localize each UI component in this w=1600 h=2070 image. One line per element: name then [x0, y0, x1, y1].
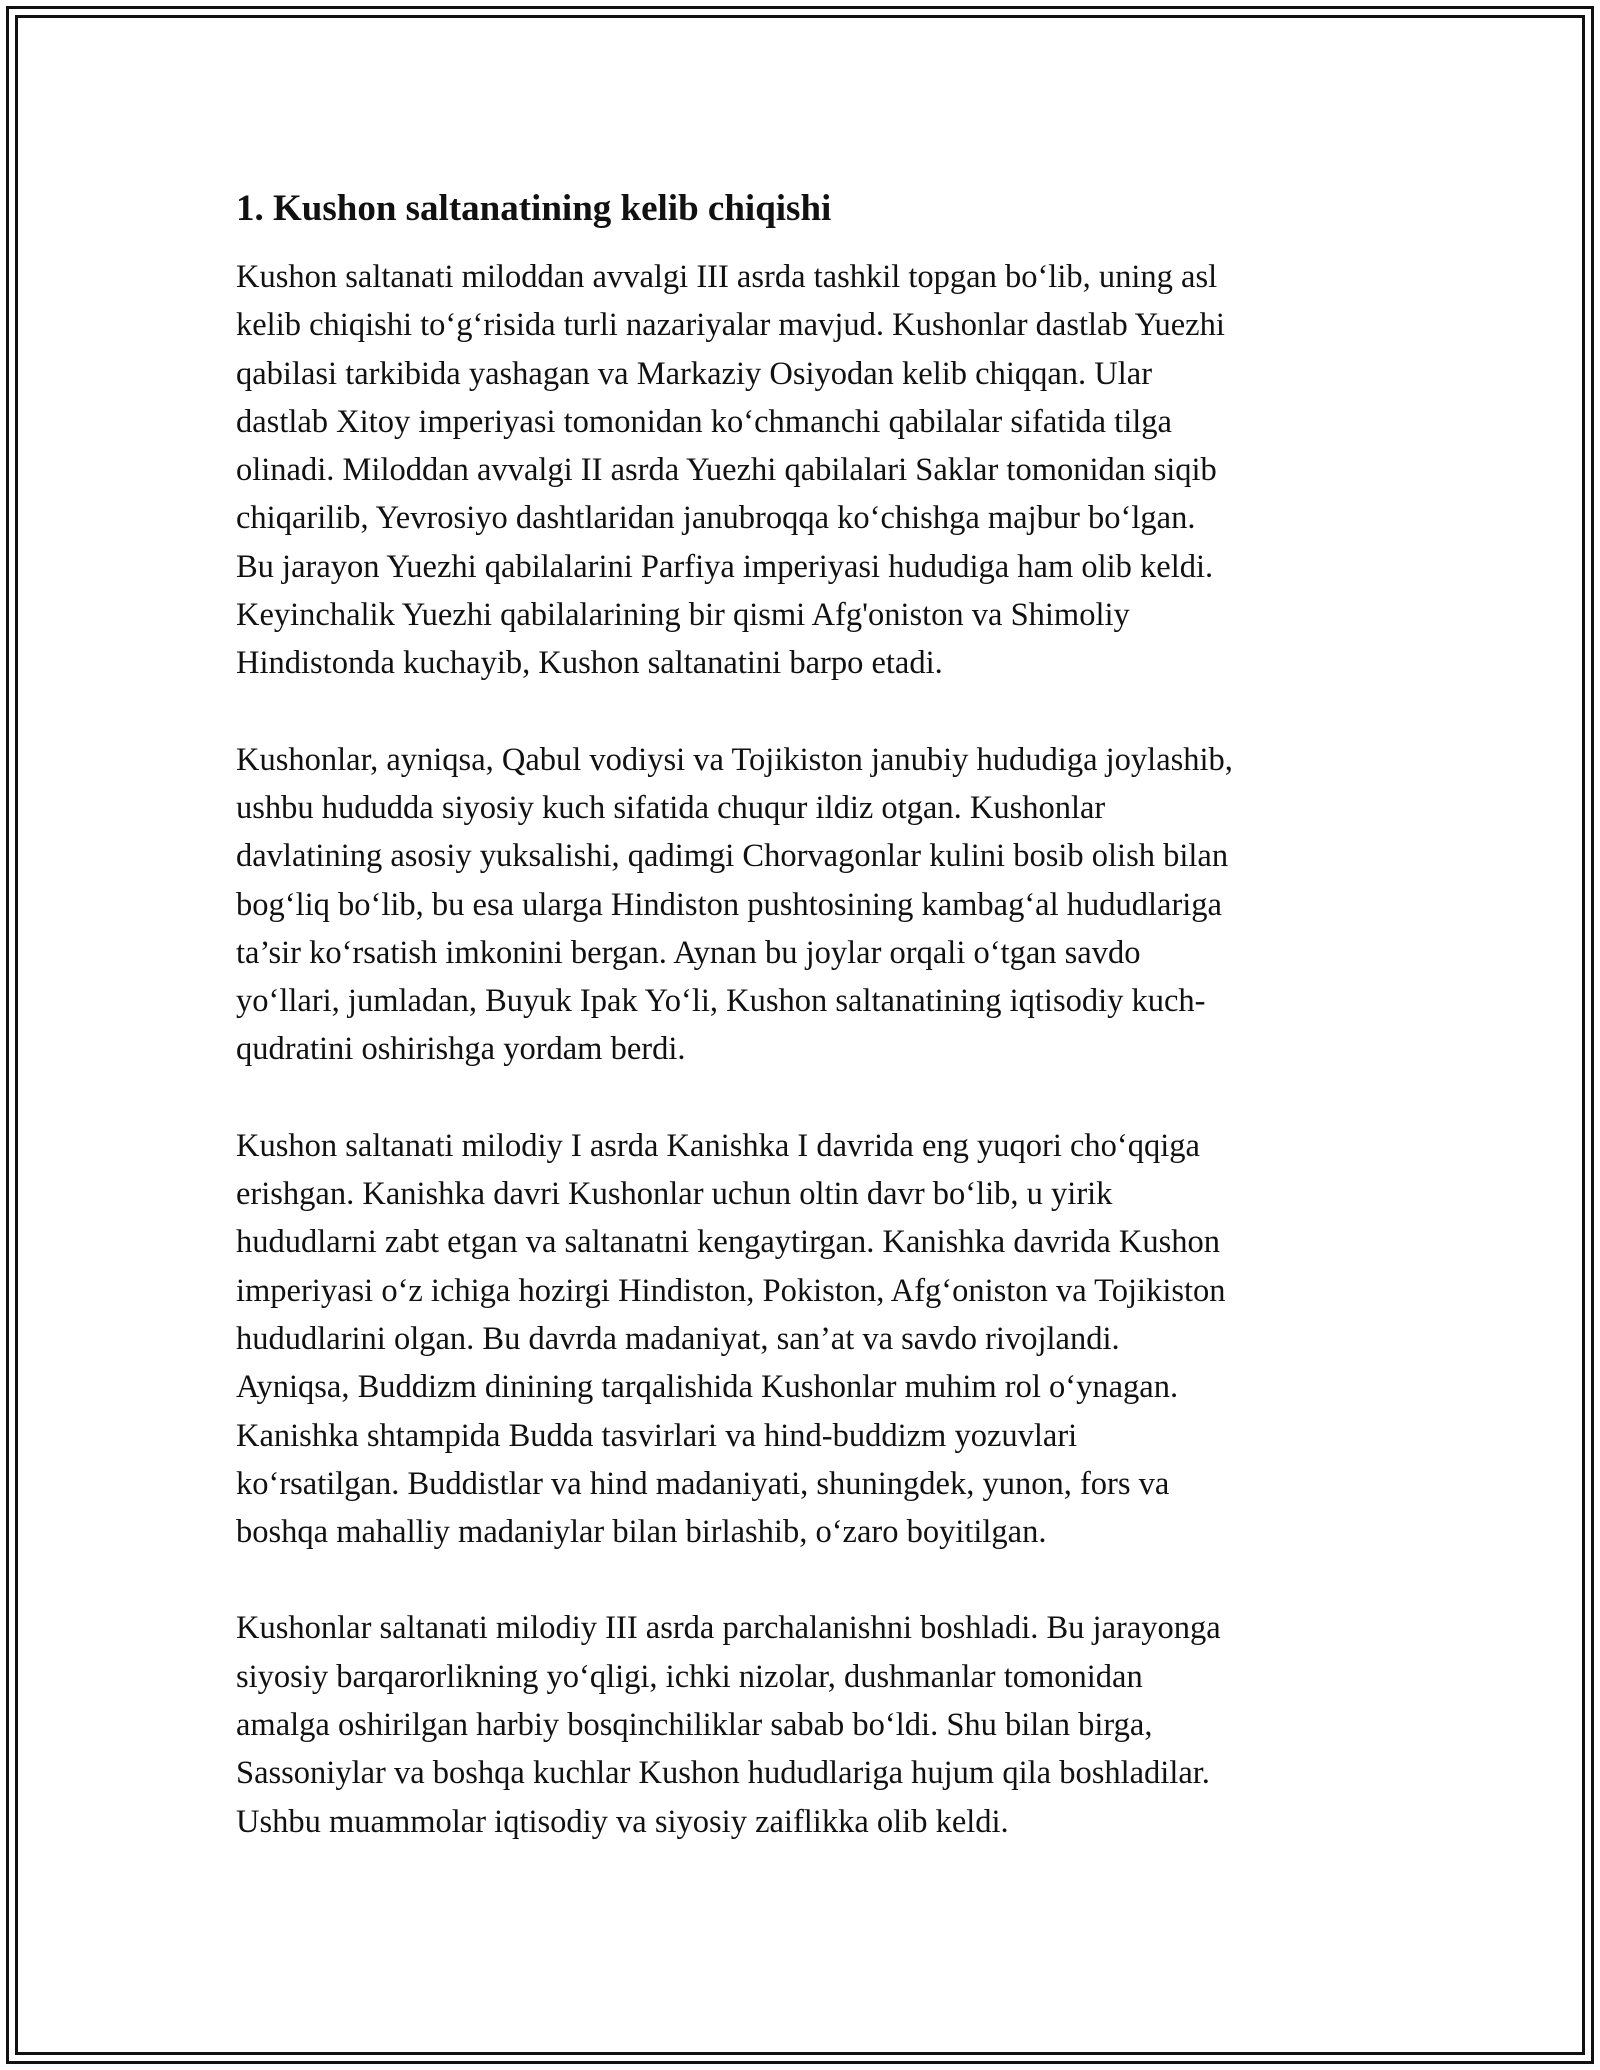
- paragraph-line: Ushbu muammolar iqtisodiy va siyosiy zaiflikka olib keldi.: [236, 1803, 1009, 1840]
- paragraph: [236, 1122, 1376, 1557]
- paragraph-line: Ayniqsa, Buddizm dinining tarqalishida Kushonlar muhim rol o‘ynagan.: [236, 1369, 1179, 1406]
- paragraph-line: siyosiy barqarorlikning yo‘qligi, ichki nizolar, dushmanlar tomonidan: [236, 1658, 1143, 1695]
- paragraph-line: ko‘rsatilgan. Buddistlar va hind madaniyati, shuningdek, yunon, fors va: [236, 1465, 1170, 1502]
- paragraph-line: kelib chiqishi to‘g‘risida turli nazariyalar mavjud. Kushonlar dastlab Yuezhi: [236, 307, 1225, 344]
- paragraph-line: dastlab Xitoy imperiyasi tomonidan ko‘chmanchi qabilalar sifatida tilga: [236, 403, 1172, 440]
- paragraph-line: Kanishka shtampida Budda tasvirlari va hind-buddizm yozuvlari: [236, 1417, 1078, 1454]
- paragraph: [236, 736, 1376, 1074]
- paragraph-line: Keyinchalik Yuezhi qabilalarining bir qismi Afg'oniston va Shimoliy: [236, 597, 1130, 634]
- paragraph-line: Kushon saltanati milodiy I asrda Kanishka I davrida eng yuqori cho‘qqiga: [236, 1127, 1200, 1164]
- paragraph-line: chiqarilib, Yevrosiyo dashtlaridan janubroqqa ko‘chishga majbur bo‘lgan.: [236, 500, 1196, 537]
- paragraph-line: olinadi. Miloddan avvalgi II asrda Yuezhi qabilalari Saklar tomonidan siqib: [236, 452, 1217, 489]
- paragraph-line: qabilasi tarkibida yashagan va Markaziy Osiyodan kelib chiqqan. Ular: [236, 355, 1153, 392]
- paragraph-line: ta’sir ko‘rsatish imkonini bergan. Aynan bu joylar orqali o‘tgan savdo: [236, 934, 1141, 971]
- paragraph-line: Kushonlar saltanati milodiy III asrda parchalanishni boshladi. Bu jarayonga: [236, 1610, 1221, 1647]
- paragraph-line: Sassoniylar va boshqa kuchlar Kushon hududlariga hujum qila boshladilar.: [236, 1755, 1210, 1792]
- paragraph: [236, 1604, 1376, 1845]
- paragraph-line: bog‘liq bo‘lib, bu esa ularga Hindiston pushtosining kambag‘al hududlariga: [236, 886, 1222, 923]
- paragraph-line: davlatining asosiy yuksalishi, qadimgi Chorvagonlar kulini bosib olish bilan: [236, 838, 1229, 875]
- paragraph-line: erishgan. Kanishka davri Kushonlar uchun oltin davr bo‘lib, u yirik: [236, 1176, 1113, 1213]
- paragraph-line: imperiyasi o‘z ichiga hozirgi Hindiston, Pokiston, Afg‘oniston va Tojikiston: [236, 1272, 1226, 1309]
- paragraph-line: hududlarini olgan. Bu davrda madaniyat, san’at va savdo rivojlandi.: [236, 1320, 1120, 1357]
- paragraph-line: Bu jarayon Yuezhi qabilalarini Parfiya imperiyasi hududiga ham olib keldi.: [236, 548, 1214, 585]
- section-heading: 1. Kushon saltanatining kelib chiqishi: [236, 188, 832, 229]
- paragraph: [236, 253, 1376, 688]
- paragraph-line: amalga oshirilgan harbiy bosqinchiliklar sabab bo‘ldi. Shu bilan birga,: [236, 1707, 1153, 1744]
- paragraph-line: Kushon saltanati miloddan avvalgi III asrda tashkil topgan bo‘lib, uning asl: [236, 259, 1218, 295]
- paragraph-line: ushbu hududda siyosiy kuch sifatida chuqur ildiz otgan. Kushonlar: [236, 789, 1106, 826]
- paragraph-line: Kushonlar, ayniqsa, Qabul vodiysi va Tojikiston janubiy hududiga joylashib,: [236, 741, 1233, 778]
- paragraph-line: boshqa mahalliy madaniylar bilan birlashib, o‘zaro boyitilgan.: [236, 1514, 1047, 1551]
- paragraph-line: hududlarni zabt etgan va saltanatni kengaytirgan. Kanishka davrida Kushon: [236, 1224, 1221, 1261]
- paragraph-line: qudratini oshirishga yordam berdi.: [236, 1031, 686, 1068]
- paragraph-line: yo‘llari, jumladan, Buyuk Ipak Yo‘li, Kushon saltanatining iqtisodiy kuch-: [236, 983, 1206, 1020]
- paragraph-list: [236, 253, 1376, 1846]
- paragraph-line: Hindistonda kuchayib, Kushon saltanatini barpo etadi.: [236, 645, 943, 682]
- document-body: [236, 185, 1376, 1894]
